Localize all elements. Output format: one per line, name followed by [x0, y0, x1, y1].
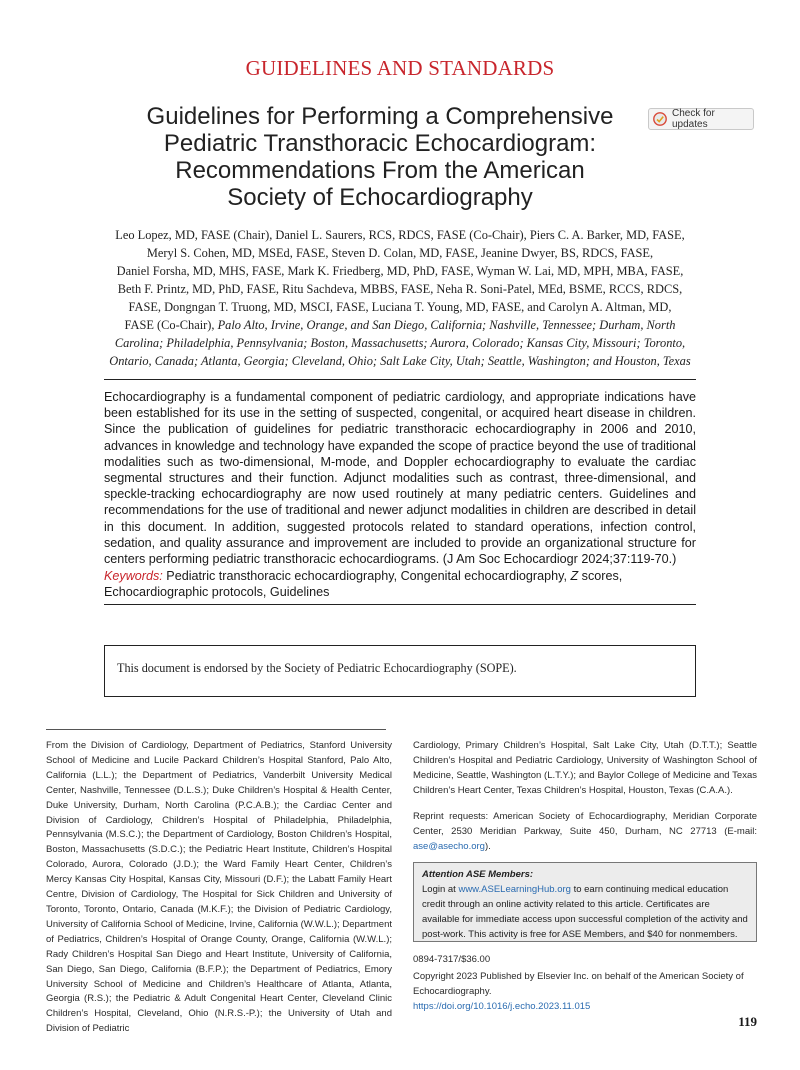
section-heading-text: GUIDELINES AND STANDARDS	[245, 56, 555, 80]
author-line: Beth F. Printz, MD, PhD, FASE, Ritu Sachdeva, MBBS, FASE, Neha R. Soni-Patel, MEd, BSME, RCCS, RDCS,	[117, 282, 683, 296]
author-line: Daniel Forsha, MD, MHS, FASE, Mark K. Friedberg, MD, PhD, FASE, Wyman W. Lai, MD, MPH, MBA, FASE,	[116, 264, 684, 278]
author-locations	[104, 316, 696, 334]
locations-text: Palo Alto, Irvine, Orange, and San Diego, California; Nashville, Tennessee; Durham, North	[217, 318, 676, 332]
author-list	[104, 226, 696, 370]
footnote-divider	[46, 729, 386, 730]
endorsement-box	[104, 645, 696, 697]
keywords-text: Pediatric transthoracic echocardiography, Congenital echocardiography,	[162, 569, 571, 583]
title-line: Society of Echocardiography	[227, 184, 533, 211]
reprint-requests	[413, 810, 757, 855]
email-link[interactable]: ase@asecho.org	[413, 840, 485, 852]
copyright: Copyright 2023 Published by Elsevier Inc. on behalf of the American Society of Echocardiography.	[413, 971, 744, 997]
locations-text: Ontario, Canada; Atlanta, Georgia; Cleveland, Ohio; Salt Lake City, Utah; Seattle, Washington; and Houston, Texas	[109, 354, 691, 368]
check-for-updates-label: Check for updates	[672, 108, 715, 130]
ase-box-text: Login at	[422, 883, 459, 895]
ase-members-box	[413, 862, 757, 942]
abstract: Echocardiography is a fundamental component of pediatric cardiology, and appropriate indications have been established for its use in the setting of suspected, congenital, or acquired heart disease in children. Since the publication of guidelines for pediatric transthoracic echocardiography in 2006 and 2010, advances in knowledge and technology have expanded the scope of practice beyond the use of traditional modalities such as two-dimensional, M-mode, and Doppler echocardiography to evaluate the cardiac segmental structures and their function. Adjunct modalities such as contrast, three-dimensional, and speckle-tracking echocardiography are now used routinely at many pediatric centers. Guidelines and recommendations for the use of traditional and newer adjunct modalities in children are described in detail in this document. In addition, suggested protocols related to standard operations, infection control, sedation, and quality assurance and improvement are included to provide an organizational structure for centers performing pediatric transthoracic echocardiograms. (J Am Soc Echocardiogr 2024;37:119-70.)	[104, 390, 696, 567]
ase-learning-hub-link[interactable]: www.ASELearningHub.org	[458, 883, 571, 895]
title-line: Pediatric Transthoracic Echocardiogram:	[163, 130, 597, 157]
ase-box-text: to earn continuing medical education credit through an online activity related to this article. Certificates are available for immediate access upon successful completion of the activity and post-work. This activity is free for ASE Members, and $40 for nonmembers.	[422, 883, 748, 940]
reprint-close: ).	[484, 840, 491, 852]
divider	[104, 604, 696, 605]
keywords	[104, 568, 696, 600]
check-for-updates-button[interactable]	[648, 108, 754, 130]
section-heading	[0, 56, 800, 81]
reprint-text: Reprint requests: American Society of Echocardiography, Meridian Corporate Center, 2530 Meridian Parkway, Suite 450, Durham, NC 27713 (E-mail:	[413, 811, 757, 837]
author-locations	[104, 334, 696, 352]
affiliations-left: From the Division of Cardiology, Department of Pediatrics, Stanford University School of Medicine and Lucile Packard Children’s Hospital Stanford, Palo Alto, California (L.L.); the Department of Pediatrics, Vanderbilt University Medical Center, Nashville, Tennessee (D.L.S.); Duke Children’s Hospital & Health Center, Duke University, Durham, North Carolina (P.C.A.B.); the Cardiac Center and Division of Cardiology, Children’s Hospital of Philadelphia, Philadelphia, Pennsylvania (M.S.C.); the Department of Cardiology, Boston Children’s Hospital, Boston, Massachusetts (S.D.C.); the Pediatric Heart Institute, Children’s Hospital Colorado, Aurora, Colorado (J.D.); the Ward Family Heart Center, Children’s Mercy Kansas City Hospital, Kansas City, Missouri (D.F.); the Labatt Family Heart Centre, Division of Cardiology, The Hospital for Sick Children and University of Toronto, Toronto, Ontario, Canada (M.K.F.); the Division of Pediatric Cardiology, University of California School of Medicine, Irvine, California (W.W.L.); Department of Pediatrics, Children’s Hospital of Orange County, Orange, California (W.W.L.); Rady Children’s Hospital San Diego and Heart Institute, University of California, San Diego, San Diego, California (B.F.P.); the Department of Pediatrics, Emory University School of Medicine and Children’s Healthcare of Atlanta, Atlanta, Georgia (R.S.); the Pediatric & Adult Congenital Heart Center, Cleveland Clinic Children’s Hospital, Cleveland, Ohio (N.R.S.-P.); the University of Utah and Division of Pediatric	[46, 740, 392, 1035]
keywords-label: Keywords:	[104, 569, 163, 583]
author-line: FASE, Dongngan T. Truong, MD, MSCI, FASE, Luciana T. Young, MD, FASE, and Carolyn A. Altman, MD,	[128, 300, 672, 314]
check-for-updates-icon	[653, 112, 667, 126]
author-line: Meryl S. Cohen, MD, MSEd, FASE, Steven D. Colan, MD, FASE, Jeanine Dwyer, BS, RDCS, FASE,	[146, 246, 654, 260]
title-line: Recommendations From the American	[175, 157, 585, 184]
author-line: Leo Lopez, MD, FASE (Chair), Daniel L. Saurers, RCS, RDCS, FASE (Co-Chair), Piers C. A. Barker, MD, FASE,	[115, 228, 685, 242]
keywords-text: scores, Echocardiographic protocols, Guidelines	[104, 569, 623, 600]
affiliations-right: Cardiology, Primary Children’s Hospital, Salt Lake City, Utah (D.T.T.); Seattle Children’s Hospital and Pediatric Cardiology, University of Washington School of Medicine, Seattle, Washington (L.T.Y.); and Baylor College of Medicine and Texas Children’s Heart Center, Texas Children’s Hospital, Houston, Texas (C.A.A.).	[413, 740, 757, 796]
author-locations	[104, 352, 696, 370]
keywords-z: Z	[570, 569, 579, 583]
doi-link[interactable]: https://doi.org/10.1016/j.echo.2023.11.015	[413, 1001, 591, 1012]
page-number: 119	[738, 1014, 757, 1029]
issn: 0894-7317/$36.00	[413, 954, 491, 965]
endorsement-text: This document is endorsed by the Society of Pediatric Echocardiography (SOPE).	[117, 661, 517, 675]
author-line: FASE (Co-Chair),	[124, 318, 218, 332]
locations-text: Carolina; Philadelphia, Pennsylvania; Boston, Massachusetts; Aurora, Colorado; Kansas City, Missouri; Toronto,	[114, 336, 686, 350]
article-title	[120, 103, 640, 211]
ase-box-body	[422, 883, 748, 943]
divider	[104, 379, 696, 380]
ase-box-heading: Attention ASE Members:	[422, 869, 534, 880]
title-line: Guidelines for Performing a Comprehensive	[146, 103, 614, 130]
